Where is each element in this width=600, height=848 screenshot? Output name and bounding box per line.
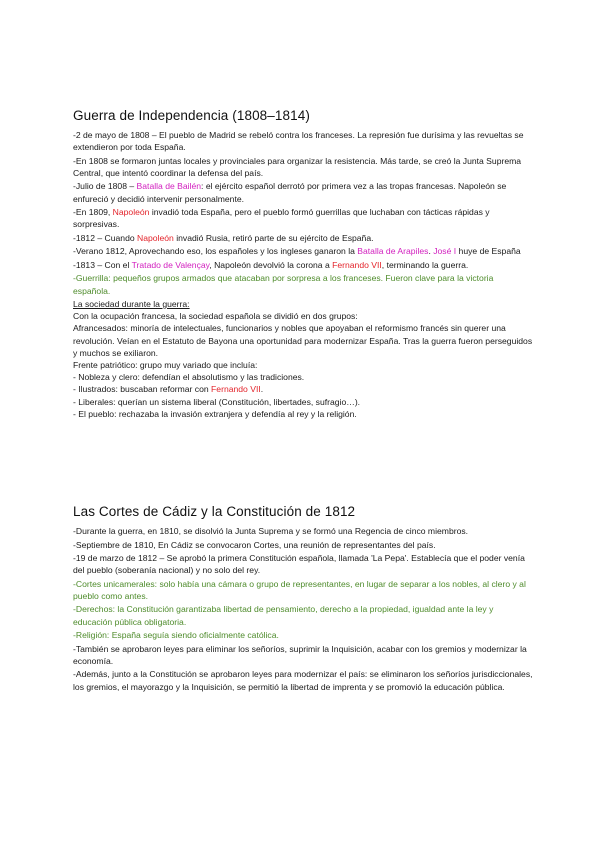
highlight-tratado-valencay: Tratado de Valençay xyxy=(131,259,210,270)
list-item-pueblo: - El pueblo: rechazaba la invasión extranjera y defendía al rey y la religión. xyxy=(73,408,357,419)
paragraph-1809 xyxy=(73,206,533,230)
paragraph-religion: -Religión: España seguía siendo oficialmente católica. xyxy=(73,630,279,641)
paragraph-valencay xyxy=(73,259,533,271)
highlight-napoleon: Napoleón xyxy=(137,232,174,243)
paragraph-sociedad-intro: Con la ocupación francesa, la sociedad española se dividió en dos grupos: xyxy=(73,311,358,322)
highlight-fernando-vii: Fernando VII xyxy=(332,259,382,270)
text: -Julio de 1808 – xyxy=(73,181,137,192)
text: -Verano 1812, Aprovechando eso, los españoles y los ingleses ganaron la xyxy=(73,246,358,257)
text: -1813 – Con el xyxy=(73,259,132,270)
paragraph-unicamerales: -Cortes unicamerales: solo había una cámara o grupo de representantes, en lugar de separar a los nobles, al clero y al pueblo como antes. xyxy=(73,578,526,601)
text: : el ejército español derrotó por primera vez a las tropas francesas. Napoleón se enfureció y decidió intervenir personalmente. xyxy=(73,181,507,204)
paragraph-arapiles xyxy=(73,245,533,257)
text: -En 1809, xyxy=(73,207,113,218)
text: . xyxy=(260,384,264,395)
text: , Napoleón devolvió la corona a xyxy=(209,259,333,270)
highlight-batalla-bailen: Batalla de Bailén xyxy=(136,181,202,192)
section-guerra-independencia xyxy=(73,107,533,420)
paragraph-afrancesados: Afrancesados: minoría de intelectuales, funcionarios y nobles que apoyaban el reformismo francés sin querer una revolución. Veían en el Estatuto de Bayona una oportunidad para modernizar España. Tras la guerra fueron perseguidos y muchos se exiliaron. xyxy=(73,323,533,358)
highlight-fernando-vii: Fernando VII xyxy=(211,384,261,395)
paragraph-la-pepa: -19 de marzo de 1812 – Se aprobó la primera Constitución española, llamada 'La Pepa'. Establecía que el poder venía del pueblo (soberanía nacional) y no solo del rey. xyxy=(73,553,525,576)
text: invadió Rusia, retiró parte de su ejército de España. xyxy=(173,232,374,243)
text: - Ilustrados: buscaban reformar con xyxy=(73,384,212,395)
paragraph-cortes-cadiz: -Septiembre de 1810, En Cádiz se convocaron Cortes, una reunión de representantes del país. xyxy=(73,539,436,550)
section-title: Las Cortes de Cádiz y la Constitución de 1812 xyxy=(73,504,356,519)
text: invadió toda España, pero el pueblo formó guerrillas que luchaban con tácticas rápidas y sorpresivas. xyxy=(73,207,490,230)
paragraph-regencia: -Durante la guerra, en 1810, se disolvió la Junta Suprema y se formó una Regencia de cinco miembros. xyxy=(73,526,469,536)
subheading-sociedad: La sociedad durante la guerra: xyxy=(73,299,190,310)
paragraph-frente-patriotico: Frente patriótico: grupo muy variado que incluía: xyxy=(73,360,258,371)
paragraph-juntas: -En 1808 se formaron juntas locales y provinciales para organizar la resistencia. Más tarde, se creó la Junta Suprema Central, que intentó coordinar la defensa del país. xyxy=(73,155,522,178)
list-item-nobleza: - Nobleza y clero: defendían el absolutismo y las tradiciones. xyxy=(73,372,305,383)
highlight-batalla-arapiles: Batalla de Arapiles xyxy=(357,246,429,257)
list-item-ilustrados xyxy=(73,383,533,395)
paragraph-1812-rusia xyxy=(73,232,533,244)
section-cortes-cadiz xyxy=(73,503,533,694)
paragraph-leyes: -También se aprobaron leyes para eliminar los señoríos, suprimir la Inquisición, acabar con los gremios y modernizar la economía. xyxy=(73,643,527,666)
list-item-liberales: - Liberales: querían un sistema liberal (Constitución, libertades, sufragio…). xyxy=(73,396,361,407)
highlight-jose-i: José I xyxy=(433,246,457,257)
text: huye de España xyxy=(456,246,521,257)
text: -1812 – Cuando xyxy=(73,232,138,243)
paragraph-bailen xyxy=(73,180,533,204)
paragraph-derechos: -Derechos: la Constitución garantizaba libertad de pensamiento, derecho a la propiedad, igualdad ante la ley y educación pública obligatoria. xyxy=(73,604,494,627)
highlight-napoleon: Napoleón xyxy=(112,207,150,218)
paragraph-modernizar: -Además, junto a la Constitución se aprobaron leyes para modernizar el país: se eliminaron los señoríos jurisdiccionales, los gremios, el mayorazgo y la Inquisición, se permitió la libertad de imprenta y se promovió la educación pública. xyxy=(73,669,533,692)
paragraph-guerrilla: -Guerrilla: pequeños grupos armados que atacaban por sorpresa a los franceses. Fueron clave para la victoria española. xyxy=(73,273,494,296)
paragraph-dos-de-mayo: -2 de mayo de 1808 – El pueblo de Madrid se rebeló contra los franceses. La represión fue durísima y las revueltas se extendieron por toda España. xyxy=(73,130,524,153)
text: , terminando la guerra. xyxy=(381,259,469,270)
text: . xyxy=(428,246,434,257)
section-title: Guerra de Independencia (1808–1814) xyxy=(73,108,310,123)
